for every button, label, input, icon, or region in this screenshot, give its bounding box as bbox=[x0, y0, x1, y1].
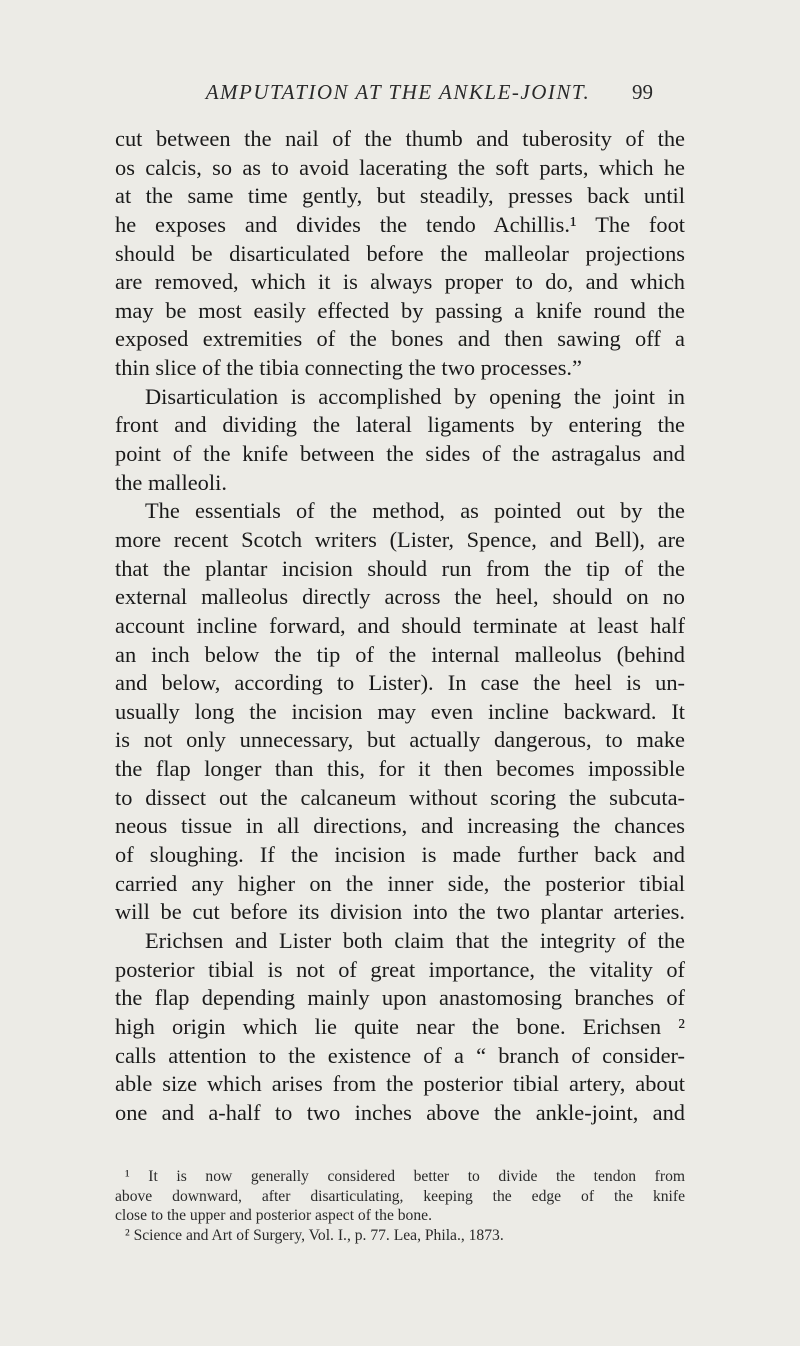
text-line: exposed extremities of the bones and then sawing off a bbox=[115, 326, 685, 352]
text-line: calls attention to the existence of a “ branch of consider- bbox=[115, 1042, 685, 1068]
text-line: cut between the nail of the thumb and tuberosity of the bbox=[115, 126, 685, 151]
text-line: account incline forward, and should terminate at least half bbox=[115, 612, 685, 638]
text-line: Erichsen and Lister both claim that the integrity of the bbox=[145, 927, 685, 953]
text-line: more recent Scotch writers (Lister, Spence, and Bell), are bbox=[115, 526, 685, 552]
text-line: to dissect out the calcaneum without scoring the subcuta- bbox=[115, 784, 685, 810]
text-line: that the plantar incision should run from the tip of the bbox=[115, 555, 685, 581]
footnotes bbox=[115, 1167, 685, 1245]
text-line: at the same time gently, but steadily, presses back until bbox=[115, 183, 685, 209]
text-line: the flap depending mainly upon anastomosing branches of bbox=[115, 985, 685, 1011]
text-line: high origin which lie quite near the bone. Erichsen ² bbox=[115, 1013, 685, 1039]
paragraph-start-line: The essentials of the method, as pointed out by the bbox=[145, 498, 685, 524]
text-line: point of the knife between the sides of the astragalus and bbox=[115, 441, 685, 467]
text-line: an inch below the tip of the internal malleolus (behind bbox=[115, 641, 685, 667]
footnote-line: above downward, after disarticulating, keeping the edge of the knife bbox=[115, 1187, 685, 1205]
running-title: AMPUTATION AT THE ANKLE-JOINT. bbox=[205, 80, 591, 104]
text-line: is not only unnecessary, but actually dangerous, to make bbox=[115, 727, 685, 753]
body-text bbox=[115, 125, 685, 1127]
text-line: and below, according to Lister). In case the heel is un- bbox=[115, 670, 685, 696]
text-line: carried any higher on the inner side, the posterior tibial bbox=[115, 870, 685, 896]
text-line: able size which arises from the posterior tibial artery, about bbox=[115, 1071, 685, 1097]
text-line: the flap longer than this, for it then becomes impossible bbox=[115, 756, 685, 782]
footnote-line: close to the upper and posterior aspect of the bone. bbox=[115, 1207, 432, 1224]
text-line: os calcis, so as to avoid lacerating the soft parts, which he bbox=[115, 154, 685, 180]
text-line: may be most easily effected by passing a knife round the bbox=[115, 297, 685, 323]
text-line: the malleoli. bbox=[115, 469, 227, 495]
text-line: front and dividing the lateral ligaments by entering the bbox=[115, 412, 685, 438]
text-line: usually long the incision may even incline backward. It bbox=[115, 698, 685, 724]
page-number: 99 bbox=[632, 80, 653, 104]
text-line: will be cut before its division into the two plantar arteries. bbox=[115, 899, 685, 925]
text-line: neous tissue in all directions, and increasing the chances bbox=[115, 813, 685, 839]
text-line: are removed, which it is always proper to do, and which bbox=[115, 269, 685, 295]
text-line: posterior tibial is not of great importance, the vitality of bbox=[115, 956, 685, 982]
text-line: of sloughing. If the incision is made further back and bbox=[115, 842, 685, 868]
text-line: he exposes and divides the tendo Achillis.¹ The foot bbox=[115, 211, 685, 237]
text-line: should be disarticulated before the malleolar projections bbox=[115, 240, 685, 266]
text-line: thin slice of the tibia connecting the two processes.” bbox=[115, 355, 582, 381]
footnote-line: ² Science and Art of Surgery, Vol. I., p. 77. Lea, Phila., 1873. bbox=[125, 1226, 504, 1244]
footnote-line: ¹ It is now generally considered better to divide the tendon from bbox=[125, 1168, 685, 1185]
running-head bbox=[0, 80, 800, 110]
paragraph-start-line: Disarticulation is accomplished by opening the joint in bbox=[145, 383, 685, 409]
text-line: one and a-half to two inches above the ankle-joint, and bbox=[115, 1099, 685, 1125]
text-line: external malleolus directly across the heel, should on no bbox=[115, 584, 685, 610]
